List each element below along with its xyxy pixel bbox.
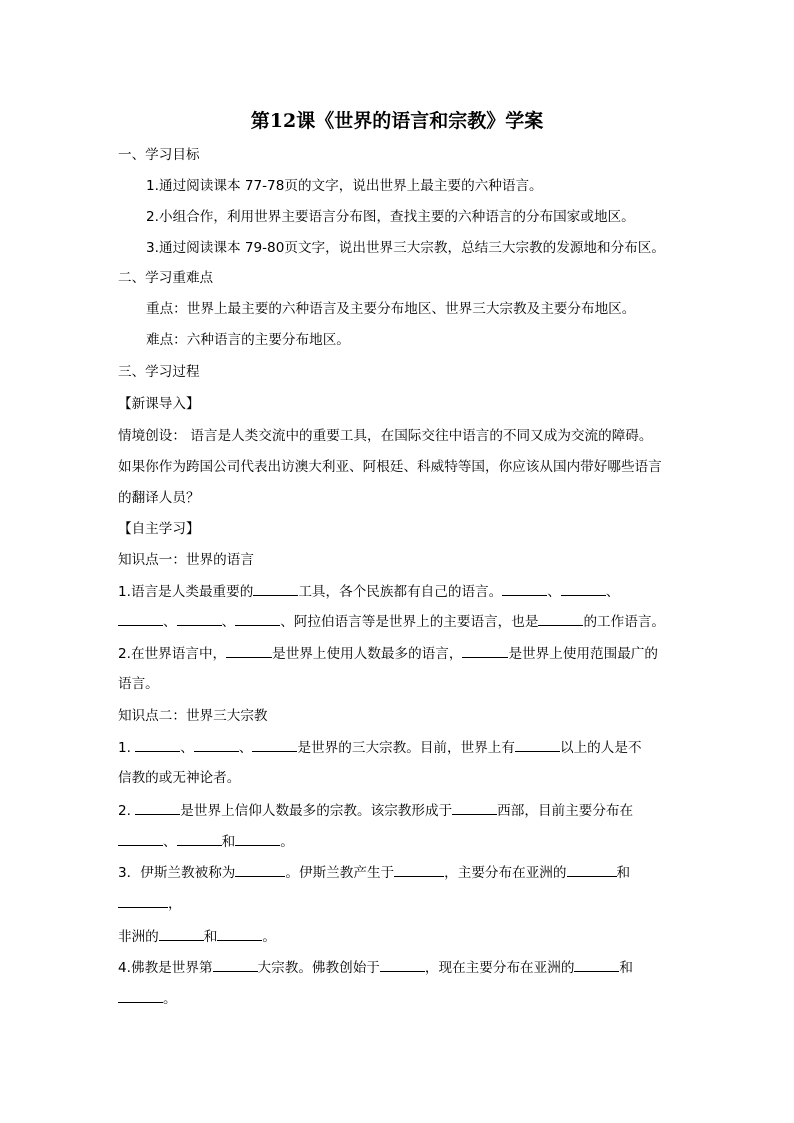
blank-field[interactable] <box>515 737 560 752</box>
intro-label: 【新课导入】 <box>118 396 200 412</box>
self-study-label: 【自主学习】 <box>118 521 200 537</box>
blank-field[interactable] <box>561 581 606 596</box>
blank-field[interactable] <box>226 643 272 658</box>
blank-field[interactable] <box>380 957 425 972</box>
blank-field[interactable] <box>118 988 163 1003</box>
religion-question-3-cont: 非洲的 和 。 <box>118 926 276 947</box>
religion-question-3: 3．伊斯兰教被称为 。伊斯兰教产生于 ，主要分布在亚洲的 和 <box>118 862 630 883</box>
scenario-text: 如果你作为跨国公司代表出访澳大利亚、阿根廷、科威特等国，你应该从国内带好哪些语言 <box>118 459 662 475</box>
blank-field[interactable] <box>118 831 163 846</box>
blank-field[interactable] <box>452 800 497 815</box>
blank-field[interactable] <box>235 831 280 846</box>
blank-field[interactable] <box>567 862 617 877</box>
page-title: 第12课《世界的语言和宗教》学案 <box>250 110 544 132</box>
blank-field[interactable] <box>253 581 298 596</box>
language-question-1: 1.语言是人类最重要的 工具，各个民族都有自己的语言。 、 、 <box>118 581 619 602</box>
blank-field[interactable] <box>394 862 444 877</box>
blank-field[interactable] <box>252 737 297 752</box>
blank-field[interactable] <box>194 737 239 752</box>
goal-item: 1.通过阅读课本 77-78页的文字，说出世界上最主要的六种语言。 <box>146 178 543 194</box>
religion-question-2: 2. 是世界上信仰人数最多的宗教。该宗教形成于 西部，目前主要分布在 <box>118 800 633 821</box>
blank-field[interactable] <box>574 957 619 972</box>
knowledge-point-1-title: 知识点一：世界的语言 <box>118 552 254 568</box>
blank-field[interactable] <box>118 611 163 626</box>
blank-field[interactable] <box>502 581 547 596</box>
goal-item: 2.小组合作，利用世界主要语言分布图，查找主要的六种语言的分布国家或地区。 <box>146 209 635 225</box>
language-question-2: 2.在世界语言中， 是世界上使用人数最多的语言， 是世界上使用范围最广的 <box>118 643 658 664</box>
scenario-text: 情境创设： 语言是人类交流中的重要工具，在国际交往中语言的不同又成为交流的障碍。 <box>118 428 653 444</box>
blank-field[interactable] <box>159 926 204 941</box>
religion-question-4: 4.佛教是世界第 大宗教。佛教创始于 ，现在主要分布在亚洲的 和 <box>118 957 633 978</box>
religion-question-2-cont: 、 和 。 <box>118 831 294 852</box>
blank-field[interactable] <box>118 893 168 908</box>
section-heading-process: 三、学习过程 <box>118 364 200 380</box>
religion-question-3-cont: ， <box>118 893 182 914</box>
language-question-2-cont: 语言。 <box>118 676 159 692</box>
section-heading-key-points: 二、学习重难点 <box>118 270 214 286</box>
goal-item: 3.通过阅读课本 79-80页文字，说出世界三大宗教，总结三大宗教的发源地和分布区。 <box>146 240 665 256</box>
blank-field[interactable] <box>217 926 262 941</box>
blank-field[interactable] <box>213 957 258 972</box>
blank-field[interactable] <box>462 643 508 658</box>
knowledge-point-2-title: 知识点二：世界三大宗教 <box>118 708 268 724</box>
religion-question-4-cont: 。 <box>118 988 177 1009</box>
difficult-point-text: 难点：六种语言的主要分布地区。 <box>146 332 350 348</box>
language-question-1-cont: 、 、 、阿拉伯语言等是世界上的主要语言，也是 的工作语言。 <box>118 611 665 632</box>
section-heading-goals: 一、学习目标 <box>118 147 200 163</box>
blank-field[interactable] <box>135 737 180 752</box>
blank-field[interactable] <box>235 862 285 877</box>
key-point-text: 重点：世界上最主要的六种语言及主要分布地区、世界三大宗教及主要分布地区。 <box>146 301 636 317</box>
religion-question-1: 1. 、 、 是世界的三大宗教。目前，世界上有 以上的人是不 <box>118 737 642 758</box>
blank-field[interactable] <box>235 611 280 626</box>
blank-field[interactable] <box>177 831 222 846</box>
blank-field[interactable] <box>135 800 180 815</box>
religion-question-1-cont: 信教的或无神论者。 <box>118 770 241 786</box>
scenario-text: 的翻译人员？ <box>118 490 200 506</box>
blank-field[interactable] <box>538 611 583 626</box>
blank-field[interactable] <box>177 611 222 626</box>
